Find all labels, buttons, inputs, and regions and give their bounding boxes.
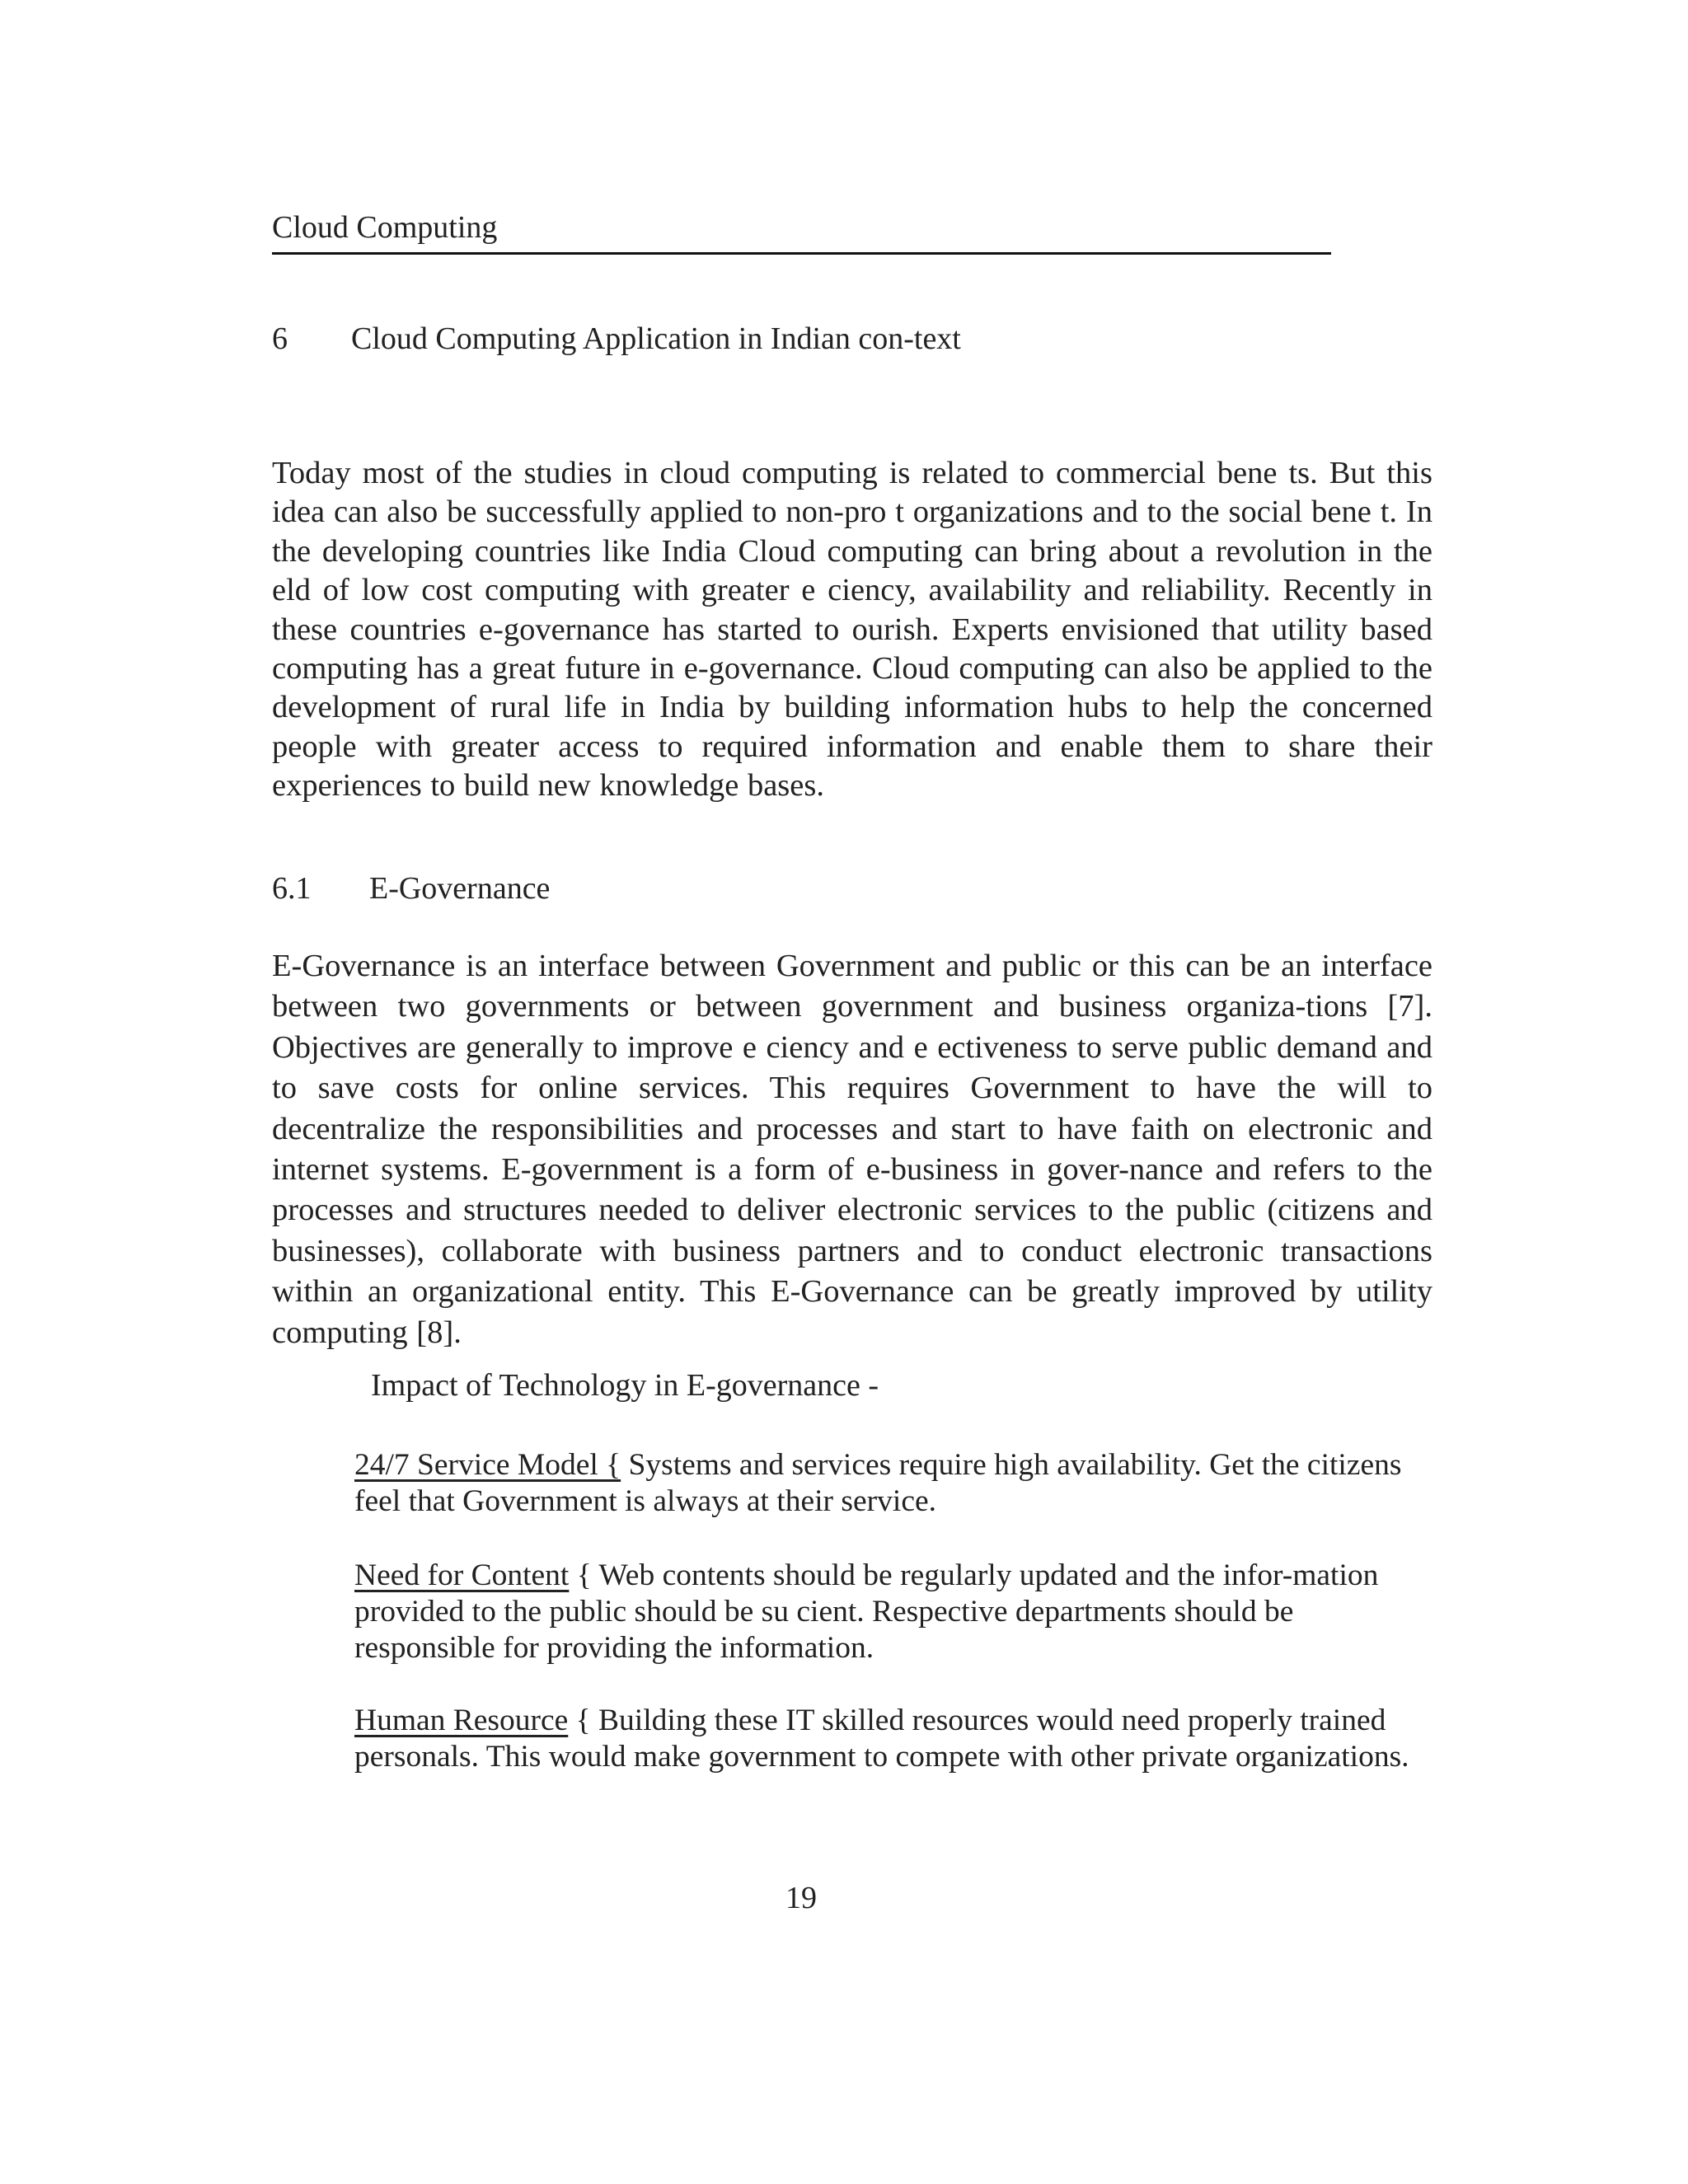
section-heading [272, 317, 961, 360]
list-item [354, 1558, 1409, 1666]
impact-heading: Impact of Technology in E-governance - [371, 1368, 879, 1403]
page-number: 19 [785, 1881, 817, 1915]
section-title: Cloud Computing Application in Indian con-text [351, 321, 961, 356]
subsection-paragraph: E-Governance is an interface between Government and public or this can be an interface between two governments or between government and business organiza-tions [7]. Objectives are generally to improve e ciency and e ectiveness to serve public demand and to save costs for online services. This requires Government to have the will to decentralize the responsibilities and processes and start to have faith on electronic and internet systems. E-government is a form of e-business in gover-nance and refers to the processes and structures needed to deliver electronic services to the public (citizens and businesses), collaborate with business partners and to conduct electronic transactions within an organizational entity. This E-Governance can be greatly improved by utility computing [8]. [272, 949, 1432, 1350]
list-item-term: 24/7 Service Model { [354, 1448, 621, 1482]
subsection-heading [272, 867, 550, 910]
list-item-text: { Building these IT skilled resources would need properly trained personals. This would make government to compete with other private organizations. [354, 1704, 1409, 1774]
list-item-term: Need for Content [354, 1558, 570, 1592]
list-item [354, 1703, 1409, 1775]
list-item-text: Systems and services require high availability. Get the citizens feel that Government is always at their service. [354, 1448, 1402, 1518]
subsection-number: 6.1 [272, 871, 312, 906]
list-item-text: { Web contents should be regularly updated and the infor-mation provided to the public should be su cient. Respective departments should be responsible for providing the information. [354, 1558, 1379, 1665]
section-paragraph: Today most of the studies in cloud computing is related to commercial bene ts. But this idea can also be successfully applied to non-pro t organizations and to the social bene t. In the developing countries like India Cloud computing can bring about a revolution in the eld of low cost computing with greater e ciency, availability and reliability. Recently in these countries e-governance has started to ourish. Experts envisioned that utility based computing has a great future in e-governance. Cloud computing can also be applied to the development of rural life in India by building information hubs to help the concerned people with greater access to required information and enable them to share their experiences to build new knowledge bases. [272, 456, 1432, 804]
section-number: 6 [272, 321, 288, 356]
running-header: Cloud Computing [272, 206, 1331, 255]
list-item [354, 1447, 1409, 1520]
list-item-term: Human Resource [354, 1704, 569, 1737]
subsection-title: E-Governance [369, 871, 551, 906]
